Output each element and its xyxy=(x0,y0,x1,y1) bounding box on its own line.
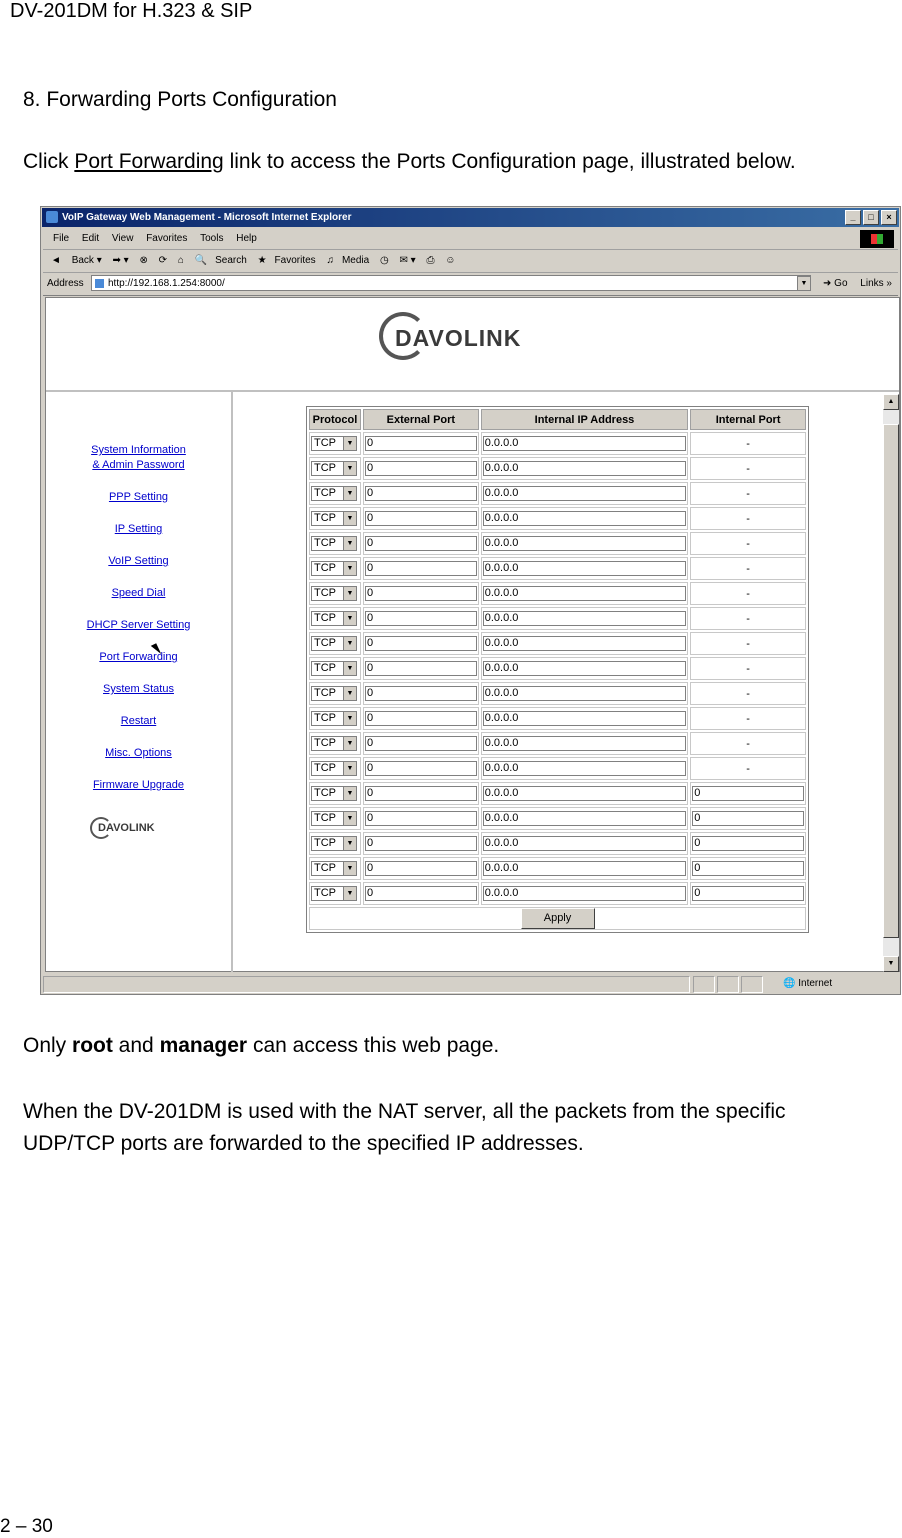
protocol-select[interactable] xyxy=(311,761,357,776)
internal-ip-input[interactable]: 0.0.0.0 xyxy=(483,686,686,701)
internal-port-value: - xyxy=(690,457,806,480)
external-port-input[interactable]: 0 xyxy=(365,786,477,801)
internal-ip-input[interactable]: 0.0.0.0 xyxy=(483,536,686,551)
protocol-value: TCP xyxy=(314,687,336,699)
go-label: Go xyxy=(834,278,848,289)
table-row xyxy=(309,732,806,755)
protocol-select[interactable] xyxy=(311,861,357,876)
protocol-value: TCP xyxy=(314,612,336,624)
intro-prefix: Click xyxy=(23,150,75,173)
internal-ip-input[interactable]: 0.0.0.0 xyxy=(483,761,686,776)
protocol-select[interactable] xyxy=(311,536,357,551)
nav-port-forwarding[interactable]: Port Forwarding xyxy=(99,651,178,663)
nav-restart[interactable]: Restart xyxy=(120,715,157,727)
internal-ip-input[interactable]: 0.0.0.0 xyxy=(483,661,686,676)
internal-ip-input[interactable]: 0.0.0.0 xyxy=(483,811,686,826)
intro-paragraph xyxy=(23,150,796,174)
protocol-value: TCP xyxy=(314,762,336,774)
status-pane-2 xyxy=(717,976,739,993)
nav-admin-password[interactable]: & Admin Password xyxy=(92,459,185,471)
minimize-button[interactable]: _ xyxy=(845,210,861,225)
internal-ip-input[interactable]: 0.0.0.0 xyxy=(483,611,686,626)
table-row xyxy=(309,482,806,505)
internal-ip-input[interactable]: 0.0.0.0 xyxy=(483,486,686,501)
ie-icon xyxy=(46,211,58,223)
external-port-input[interactable]: 0 xyxy=(365,861,477,876)
ports-pane xyxy=(233,392,883,972)
protocol-select[interactable] xyxy=(311,811,357,826)
protocol-value: TCP xyxy=(314,887,336,899)
browser-titlebar xyxy=(42,208,899,227)
table-row xyxy=(309,632,806,655)
internal-port-value: - xyxy=(690,657,806,680)
external-port-input[interactable]: 0 xyxy=(365,761,477,776)
protocol-select[interactable] xyxy=(311,636,357,651)
protocol-value: TCP xyxy=(314,537,336,549)
chevron-down-icon[interactable]: ▼ xyxy=(343,887,356,900)
table-row xyxy=(309,782,806,805)
table-row xyxy=(309,432,806,455)
back-label: Back xyxy=(71,255,94,266)
status-bar xyxy=(43,975,898,993)
history-icon[interactable]: ◷ xyxy=(379,255,389,266)
internal-port-value: - xyxy=(690,557,806,580)
search-label: Search xyxy=(215,255,247,266)
chevron-down-icon[interactable]: ▼ xyxy=(343,587,356,600)
menu-tools[interactable]: Tools xyxy=(200,233,224,244)
internet-zone: 🌐 Internet xyxy=(783,978,833,989)
links-button[interactable]: Links » xyxy=(860,278,892,289)
chevron-down-icon[interactable]: ▼ xyxy=(343,737,356,750)
nav-firmware-upgrade[interactable]: Firmware Upgrade xyxy=(92,779,185,791)
chevron-down-icon[interactable]: ▼ xyxy=(343,712,356,725)
internal-ip-input[interactable]: 0.0.0.0 xyxy=(483,786,686,801)
nav-ip-setting[interactable]: IP Setting xyxy=(114,523,163,535)
chevron-down-icon[interactable]: ▼ xyxy=(343,762,356,775)
protocol-value: TCP xyxy=(314,662,336,674)
table-row xyxy=(309,707,806,730)
menu-help[interactable]: Help xyxy=(236,233,257,244)
access-manager: manager xyxy=(159,1034,248,1057)
col-external-port: External Port xyxy=(363,409,479,430)
table-row xyxy=(309,757,806,780)
internal-port-input[interactable]: 0 xyxy=(692,836,804,851)
print-icon[interactable]: ⎙ xyxy=(426,255,435,266)
chevron-down-icon[interactable]: ▼ xyxy=(343,837,356,850)
address-label: Address xyxy=(47,278,84,289)
chevron-down-icon[interactable]: ▼ xyxy=(343,862,356,875)
internal-port-value: - xyxy=(690,432,806,455)
chevron-down-icon[interactable]: ▼ xyxy=(343,437,356,450)
external-port-input[interactable]: 0 xyxy=(365,661,477,676)
protocol-value: TCP xyxy=(314,862,336,874)
chevron-down-icon[interactable]: ▼ xyxy=(343,637,356,650)
protocol-select[interactable] xyxy=(311,586,357,601)
media-button[interactable]: ♫ Media xyxy=(326,250,369,272)
external-port-input[interactable]: 0 xyxy=(365,536,477,551)
external-port-input[interactable]: 0 xyxy=(365,711,477,726)
chevron-down-icon[interactable]: ▼ xyxy=(343,512,356,525)
browser-toolbar xyxy=(43,250,898,273)
nav-ppp-setting[interactable]: PPP Setting xyxy=(108,491,169,503)
chevron-down-icon[interactable]: ▼ xyxy=(343,462,356,475)
stop-icon[interactable]: ⊗ xyxy=(139,255,148,266)
protocol-value: TCP xyxy=(314,512,336,524)
nav-dhcp-server-setting[interactable]: DHCP Server Setting xyxy=(86,619,191,631)
col-protocol: Protocol xyxy=(309,409,361,430)
internal-ip-input[interactable]: 0.0.0.0 xyxy=(483,586,686,601)
protocol-value: TCP xyxy=(314,562,336,574)
external-port-input[interactable]: 0 xyxy=(365,686,477,701)
ports-table xyxy=(306,406,809,933)
protocol-select[interactable] xyxy=(311,711,357,726)
table-row xyxy=(309,457,806,480)
protocol-select[interactable] xyxy=(311,461,357,476)
internal-port-value: - xyxy=(690,682,806,705)
protocol-select[interactable] xyxy=(311,611,357,626)
protocol-value: TCP xyxy=(314,812,336,824)
favorites-label: Favorites xyxy=(274,255,316,266)
status-pane-main xyxy=(43,976,690,993)
internal-ip-input[interactable]: 0.0.0.0 xyxy=(483,861,686,876)
table-row xyxy=(309,532,806,555)
menu-file[interactable]: File xyxy=(53,233,70,244)
table-row xyxy=(309,657,806,680)
address-bar xyxy=(43,273,898,296)
external-port-input[interactable]: 0 xyxy=(365,836,477,851)
internal-port-value: - xyxy=(690,532,806,555)
table-row xyxy=(309,507,806,530)
protocol-select[interactable] xyxy=(311,786,357,801)
internal-ip-input[interactable]: 0.0.0.0 xyxy=(483,436,686,451)
protocol-select[interactable] xyxy=(311,436,357,451)
chevron-down-icon[interactable]: ▼ xyxy=(343,662,356,675)
favorites-button[interactable]: ★ Favorites xyxy=(258,250,316,272)
windows-logo-icon xyxy=(860,230,894,248)
protocol-select[interactable] xyxy=(311,561,357,576)
document-header: DV-201DM for H.323 & SIP xyxy=(10,0,253,22)
web-content xyxy=(45,297,900,972)
internal-port-input[interactable]: 0 xyxy=(692,811,804,826)
address-dropdown-icon[interactable]: ▼ xyxy=(797,276,811,291)
logo-text: DAVOLINK xyxy=(395,325,522,351)
small-logo-text: DAVOLINK xyxy=(98,822,155,834)
external-port-input[interactable]: 0 xyxy=(365,736,477,751)
vertical-scrollbar[interactable] xyxy=(883,394,899,972)
internal-port-value: - xyxy=(690,507,806,530)
nav-system-information[interactable]: System Information xyxy=(91,444,186,456)
access-prefix: Only xyxy=(23,1034,73,1057)
page-number: 2 – 30 xyxy=(0,1516,53,1537)
external-port-input[interactable]: 0 xyxy=(365,586,477,601)
davolink-logo xyxy=(379,312,569,368)
protocol-select[interactable] xyxy=(311,661,357,676)
status-pane-1 xyxy=(693,976,715,993)
mail-icon[interactable]: ✉ ▾ xyxy=(399,255,416,266)
status-pane-3 xyxy=(741,976,763,993)
internal-port-value: - xyxy=(690,707,806,730)
back-button[interactable]: ◄ Back ▾ xyxy=(51,250,102,272)
col-internal-ip: Internal IP Address xyxy=(481,409,688,430)
internal-port-input[interactable]: 0 xyxy=(692,886,804,901)
internal-port-input[interactable]: 0 xyxy=(692,861,804,876)
internal-port-value: - xyxy=(690,607,806,630)
menu-favorites[interactable]: Favorites xyxy=(146,233,188,244)
nat-paragraph: When the DV-201DM is used with the NAT server, all the packets from the specific UDP/TCP ports are forwarded to the specified IP addresses. xyxy=(23,1100,786,1155)
access-suffix: can access this web page. xyxy=(247,1034,500,1057)
internal-port-value: - xyxy=(690,632,806,655)
protocol-select[interactable] xyxy=(311,486,357,501)
left-nav xyxy=(46,392,233,972)
table-row xyxy=(309,882,806,905)
section-title: 8. Forwarding Ports Configuration xyxy=(23,88,337,111)
chevron-down-icon[interactable]: ▼ xyxy=(343,687,356,700)
nav-voip-setting[interactable]: VoIP Setting xyxy=(108,555,169,567)
external-port-input[interactable]: 0 xyxy=(365,811,477,826)
internal-port-value: - xyxy=(690,482,806,505)
external-port-input[interactable]: 0 xyxy=(365,636,477,651)
internal-port-value: - xyxy=(690,732,806,755)
browser-title: VoIP Gateway Web Management - Microsoft Internet Explorer xyxy=(62,212,352,223)
col-internal-port: Internal Port xyxy=(690,409,806,430)
protocol-select[interactable] xyxy=(311,836,357,851)
internal-ip-input[interactable]: 0.0.0.0 xyxy=(483,561,686,576)
external-port-input[interactable]: 0 xyxy=(365,461,477,476)
protocol-value: TCP xyxy=(314,637,336,649)
protocol-value: TCP xyxy=(314,737,336,749)
chevron-down-icon[interactable]: ▼ xyxy=(343,787,356,800)
protocol-value: TCP xyxy=(314,487,336,499)
table-row xyxy=(309,607,806,630)
maximize-button[interactable]: □ xyxy=(863,210,879,225)
protocol-value: TCP xyxy=(314,787,336,799)
protocol-value: TCP xyxy=(314,837,336,849)
internal-port-value: - xyxy=(690,582,806,605)
browser-screenshot xyxy=(40,206,901,995)
external-port-input[interactable]: 0 xyxy=(365,611,477,626)
menu-view[interactable]: View xyxy=(111,233,134,244)
access-root: root xyxy=(72,1034,113,1057)
protocol-value: TCP xyxy=(314,712,336,724)
internal-port-input[interactable]: 0 xyxy=(692,786,804,801)
chevron-down-icon[interactable]: ▼ xyxy=(343,812,356,825)
table-row xyxy=(309,832,806,855)
scroll-up-icon[interactable]: ▲ xyxy=(883,394,899,410)
nav-system-status[interactable]: System Status xyxy=(103,683,174,695)
internal-ip-input[interactable]: 0.0.0.0 xyxy=(483,711,686,726)
go-button[interactable]: ➜ Go xyxy=(823,278,848,289)
menu-edit[interactable]: Edit xyxy=(81,233,100,244)
scroll-thumb[interactable] xyxy=(883,424,899,938)
table-row xyxy=(309,857,806,880)
media-label: Media xyxy=(341,255,370,266)
internal-ip-input[interactable]: 0.0.0.0 xyxy=(483,886,686,901)
protocol-select[interactable] xyxy=(311,886,357,901)
nav-misc-options[interactable]: Misc. Options xyxy=(105,747,172,759)
search-button[interactable]: 🔍 Search xyxy=(195,250,247,272)
internal-port-value: - xyxy=(690,757,806,780)
table-row xyxy=(309,682,806,705)
zone-label: Internet xyxy=(798,978,833,989)
protocol-value: TCP xyxy=(314,587,336,599)
protocol-value: TCP xyxy=(314,462,336,474)
chevron-down-icon[interactable]: ▼ xyxy=(343,562,356,575)
protocol-select[interactable] xyxy=(311,686,357,701)
links-label: Links xyxy=(860,278,884,289)
close-button[interactable]: × xyxy=(881,210,897,225)
protocol-value: TCP xyxy=(314,437,336,449)
apply-button[interactable]: Apply xyxy=(521,908,595,929)
davolink-small-logo xyxy=(90,817,190,843)
table-row xyxy=(309,557,806,580)
table-row xyxy=(309,807,806,830)
internal-ip-input[interactable]: 0.0.0.0 xyxy=(483,461,686,476)
messenger-icon[interactable]: ☺ xyxy=(445,255,456,266)
banner xyxy=(46,298,899,392)
menu-bar xyxy=(43,229,898,250)
intro-suffix: link to access the Ports Configuration page, illustrated below. xyxy=(223,150,796,173)
internal-ip-input[interactable]: 0.0.0.0 xyxy=(483,836,686,851)
chevron-down-icon[interactable]: ▼ xyxy=(343,487,356,500)
port-forwarding-link[interactable]: Port Forwarding xyxy=(74,150,224,173)
access-and: and xyxy=(112,1034,160,1057)
external-port-input[interactable]: 0 xyxy=(365,486,477,501)
protocol-select[interactable] xyxy=(311,736,357,751)
external-port-input[interactable]: 0 xyxy=(365,886,477,901)
external-port-input[interactable]: 0 xyxy=(365,436,477,451)
internal-ip-input[interactable]: 0.0.0.0 xyxy=(483,636,686,651)
refresh-icon[interactable]: ⟳ xyxy=(158,255,168,266)
scroll-down-icon[interactable]: ▼ xyxy=(883,956,899,972)
home-icon[interactable]: ⌂ xyxy=(177,255,184,266)
access-paragraph xyxy=(23,1034,499,1058)
protocol-select[interactable] xyxy=(311,511,357,526)
external-port-input[interactable]: 0 xyxy=(365,561,477,576)
internal-ip-input[interactable]: 0.0.0.0 xyxy=(483,511,686,526)
address-input[interactable]: http://192.168.1.254:8000/ xyxy=(91,275,811,291)
internal-ip-input[interactable]: 0.0.0.0 xyxy=(483,736,686,751)
chevron-down-icon[interactable]: ▼ xyxy=(343,612,356,625)
table-row xyxy=(309,582,806,605)
chevron-down-icon[interactable]: ▼ xyxy=(343,537,356,550)
external-port-input[interactable]: 0 xyxy=(365,511,477,526)
forward-button[interactable]: ➡ ▾ xyxy=(112,255,129,266)
nav-speed-dial[interactable]: Speed Dial xyxy=(111,587,166,599)
